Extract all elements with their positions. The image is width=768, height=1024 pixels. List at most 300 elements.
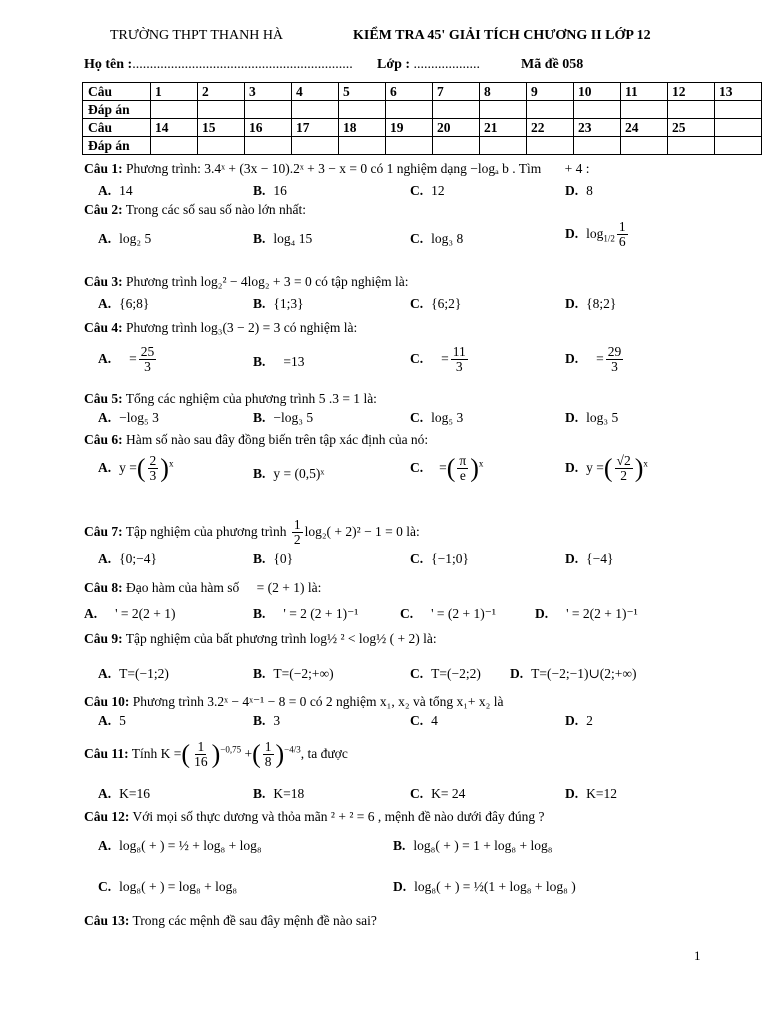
option-letter: C. xyxy=(410,786,424,801)
table-cell: 19 xyxy=(386,119,433,137)
option-letter: D. xyxy=(393,879,407,894)
option-d[interactable]: D. y =( $\frac{√2}{2}$ )$^x$ xyxy=(565,453,648,484)
question-text: có 1 nghiệm dạng xyxy=(370,161,467,176)
option-text: y = (0,5)ˣ xyxy=(273,466,325,481)
option-text: ' = 2 (2 + 1)⁻¹ xyxy=(283,606,359,621)
question-number: Câu 12: xyxy=(84,809,130,824)
table-row xyxy=(83,83,762,101)
option-d[interactable] xyxy=(565,786,617,802)
option-text: {0} xyxy=(273,551,294,566)
log-base: 1/2 xyxy=(603,233,615,244)
name-label: Họ tên : xyxy=(84,57,133,72)
option-text: ' = (2 + 1)⁻¹ xyxy=(431,606,496,621)
option-letter: A. xyxy=(98,551,112,566)
option-text: log₃ 5 xyxy=(586,410,619,425)
option-letter: D. xyxy=(565,786,579,801)
question-text: + 4 : xyxy=(564,161,590,176)
answer-cell[interactable] xyxy=(574,101,621,119)
option-c[interactable] xyxy=(410,666,481,682)
question-7 xyxy=(84,518,420,547)
option-text: ' = 2(2 + 1) xyxy=(115,606,176,621)
option-text: T=(−2;−1)∪(2;+∞) xyxy=(531,666,637,681)
question-expression: log½ ² < log½ ( + 2) xyxy=(309,631,420,646)
answer-cell[interactable] xyxy=(198,137,245,155)
numerator: √2 xyxy=(616,453,631,468)
option-text: log₈( + ) = ½ + log₈ + log₈ xyxy=(119,838,262,853)
option-letter: C. xyxy=(410,410,424,425)
denominator: 3 xyxy=(611,359,618,375)
option-letter: B. xyxy=(253,666,266,681)
option-a[interactable] xyxy=(98,713,126,729)
option-letter: A. xyxy=(98,666,112,681)
answer-cell[interactable] xyxy=(668,101,715,119)
question-text: Phương trình: xyxy=(126,161,201,176)
numerator: 25 xyxy=(140,344,155,359)
question-1 xyxy=(84,161,590,177)
option-d[interactable] xyxy=(565,551,613,567)
answer-cell[interactable] xyxy=(480,101,527,119)
option-text: {−4} xyxy=(586,551,614,566)
option-text: log₈( + ) = ½(1 + log₈ + log₈ ) xyxy=(414,879,576,894)
question-text: Tổng các nghiệm của phương trình xyxy=(125,391,316,406)
question-expression: log₂² − 4log₂ + 3 = 0 xyxy=(200,274,312,289)
denominator: 16 xyxy=(194,754,208,770)
option-a[interactable]: A. = $\frac{25}{3}$ xyxy=(98,344,155,375)
question-expression: 3.2ˣ − 4ˣ⁻¹ − 8 = 0 xyxy=(207,694,307,709)
question-text: Tính K = xyxy=(131,745,182,761)
option-text: 2 xyxy=(586,713,593,728)
option-letter: B. xyxy=(253,551,266,566)
denominator: 6 xyxy=(618,234,626,250)
name-dots: ............................................................... xyxy=(132,57,353,72)
question-expression: log₂( + 2)² − 1 = 0 xyxy=(304,523,403,539)
table-cell: 21 xyxy=(480,119,527,137)
denominator: 3 xyxy=(144,359,151,375)
answer-cell[interactable] xyxy=(245,101,292,119)
answer-cell[interactable] xyxy=(715,101,762,119)
numerator: 2 xyxy=(149,453,157,468)
question-6 xyxy=(84,432,428,448)
question-text: là: xyxy=(363,391,377,406)
question-text: Tập nghiệm của bất phương trình xyxy=(125,631,307,646)
row-label: Câu xyxy=(83,119,151,137)
exam-code: Mã đề 058 xyxy=(521,57,584,72)
answer-cell[interactable] xyxy=(480,137,527,155)
table-cell: 9 xyxy=(527,83,574,101)
option-b[interactable] xyxy=(253,231,312,247)
option-a[interactable] xyxy=(98,838,262,854)
option-text: log₈( + ) = log₈ + log₈ xyxy=(119,879,238,894)
denominator: 3 xyxy=(455,359,463,375)
answer-cell[interactable] xyxy=(151,101,198,119)
option-letter: A. xyxy=(98,786,112,801)
option-b[interactable] xyxy=(253,666,334,682)
option-letter: A. xyxy=(98,296,112,311)
option-d[interactable] xyxy=(565,713,593,729)
option-letter: B. xyxy=(253,466,266,481)
option-letter: A. xyxy=(98,231,112,246)
table-cell xyxy=(715,119,762,137)
option-text: K=12 xyxy=(586,786,617,801)
fraction xyxy=(606,345,624,374)
question-expression: 5 .3 = 1 xyxy=(318,391,361,406)
table-row xyxy=(83,101,762,119)
question-text: , ta được xyxy=(300,745,348,761)
option-c[interactable] xyxy=(410,713,438,729)
option-c[interactable] xyxy=(98,879,237,895)
table-cell: 15 xyxy=(198,119,245,137)
option-text: 16 xyxy=(273,183,287,198)
option-text: 8 xyxy=(586,183,593,198)
option-c[interactable] xyxy=(410,410,463,426)
option-letter: C. xyxy=(410,231,424,246)
table-cell: 18 xyxy=(339,119,386,137)
option-letter: A. xyxy=(84,606,98,621)
answer-cell[interactable] xyxy=(433,137,480,155)
question-9 xyxy=(84,631,437,647)
question-10 xyxy=(84,694,503,710)
answer-cell[interactable] xyxy=(339,137,386,155)
option-letter: C. xyxy=(410,713,424,728)
option-a[interactable] xyxy=(98,786,150,802)
option-d[interactable] xyxy=(565,296,616,312)
numerator: 11 xyxy=(452,344,466,359)
option-letter: B. xyxy=(253,713,266,728)
option-c[interactable] xyxy=(400,606,496,622)
fraction xyxy=(263,740,274,769)
option-text: {6;8} xyxy=(119,296,150,311)
answer-table xyxy=(82,82,762,155)
option-text: K=18 xyxy=(273,786,305,801)
option-letter: D. xyxy=(565,410,579,425)
option-letter: B. xyxy=(253,354,266,369)
option-letter: D. xyxy=(565,350,579,366)
question-11: Câu 11: Tính K =( $\frac{1}{16}$ )$^{-0,75}$ +( $\frac{1}{8}$ )$^{-4/3}$, ta được xyxy=(84,739,348,770)
option-d[interactable] xyxy=(565,183,593,199)
option-letter: D. xyxy=(565,183,579,198)
exponent: −4/3 xyxy=(284,744,301,755)
option-text: −log₃ 5 xyxy=(273,410,314,425)
class-dots: ................... xyxy=(413,57,481,72)
option-c[interactable]: C. =( $\frac{\pi}{e}$ )$^x$ xyxy=(410,453,484,484)
question-13 xyxy=(84,913,377,929)
question-text: −logₐ b . Tìm xyxy=(470,161,542,176)
denominator: 2 xyxy=(620,468,627,484)
question-number: Câu 1: xyxy=(84,161,123,176)
option-letter: D. xyxy=(565,713,579,728)
question-text: Phương trình xyxy=(126,274,198,289)
table-cell: 17 xyxy=(292,119,339,137)
option-letter: A. xyxy=(98,350,112,366)
question-number: Câu 10: xyxy=(84,694,130,709)
option-letter: D. xyxy=(510,666,524,681)
question-number: Câu 9: xyxy=(84,631,123,646)
option-a[interactable] xyxy=(98,296,149,312)
answer-cell[interactable] xyxy=(386,101,433,119)
option-letter: B. xyxy=(253,296,266,311)
option-b[interactable] xyxy=(253,296,304,312)
question-text: là: xyxy=(307,580,322,595)
option-letter: C. xyxy=(410,296,424,311)
denominator: 8 xyxy=(264,754,272,770)
table-cell: 22 xyxy=(527,119,574,137)
table-cell: 5 xyxy=(339,83,386,101)
denominator: e xyxy=(459,468,466,484)
question-12 xyxy=(84,809,545,825)
question-text: Trong các số sau số nào lớn nhất: xyxy=(125,202,307,217)
fraction xyxy=(148,454,159,483)
option-letter: D. xyxy=(535,606,549,621)
row-label: Câu xyxy=(83,83,151,101)
table-cell: 3 xyxy=(245,83,292,101)
option-a[interactable] xyxy=(98,231,151,247)
denominator: 3 xyxy=(149,468,157,484)
question-number: Câu 2: xyxy=(84,202,123,217)
question-text: có 2 nghiệm x₁, x₂ và tổng x₁+ x₂ là xyxy=(309,694,504,709)
option-a[interactable] xyxy=(98,410,159,426)
option-letter: C. xyxy=(410,459,424,475)
question-text: Hàm số nào sau đây đồng biến trên tập xác định của nó: xyxy=(126,432,429,447)
option-a[interactable] xyxy=(84,606,176,622)
option-text: log xyxy=(586,225,604,241)
option-text: log₄ 15 xyxy=(273,231,313,246)
answer-cell[interactable] xyxy=(292,101,339,119)
class-line xyxy=(377,57,480,73)
question-expression: = (2 + 1) xyxy=(256,580,305,595)
question-number: Câu 5: xyxy=(84,391,123,406)
table-row xyxy=(83,137,762,155)
question-text: Phương trình xyxy=(126,320,198,335)
numerator: 1 xyxy=(197,739,205,754)
option-c[interactable]: C. = $\frac{11}{3}$ xyxy=(410,344,466,375)
question-text: là: xyxy=(406,523,420,539)
question-number: Câu 8: xyxy=(84,580,123,595)
table-cell: 11 xyxy=(621,83,668,101)
table-cell: 10 xyxy=(574,83,621,101)
question-number: Câu 4: xyxy=(84,320,123,335)
option-text: log₅ 3 xyxy=(431,410,464,425)
option-letter: A. xyxy=(98,838,112,853)
table-cell: 2 xyxy=(198,83,245,101)
answer-cell[interactable] xyxy=(715,137,762,155)
option-d[interactable] xyxy=(565,410,618,426)
option-d[interactable] xyxy=(510,666,637,682)
question-8 xyxy=(84,580,321,596)
question-number: Câu 3: xyxy=(84,274,123,289)
question-number: Câu 11: xyxy=(84,745,129,761)
option-b[interactable] xyxy=(253,183,287,199)
option-b[interactable] xyxy=(253,551,293,567)
option-letter: B. xyxy=(253,786,266,801)
table-cell: 13 xyxy=(715,83,762,101)
option-letter: A. xyxy=(98,410,112,425)
fraction xyxy=(139,345,157,374)
option-letter: C. xyxy=(410,551,424,566)
option-a[interactable] xyxy=(98,551,157,567)
answer-cell[interactable] xyxy=(386,137,433,155)
answer-cell[interactable] xyxy=(245,137,292,155)
option-c[interactable] xyxy=(410,551,469,567)
name-line xyxy=(84,57,353,73)
question-number: Câu 13: xyxy=(84,913,130,928)
answer-cell[interactable] xyxy=(339,101,386,119)
numerator: 1 xyxy=(618,219,626,234)
student-info xyxy=(84,57,724,75)
option-b[interactable] xyxy=(253,410,313,426)
row-label: Đáp án xyxy=(83,101,151,119)
numerator: 1 xyxy=(264,739,272,754)
option-text: K=16 xyxy=(119,786,150,801)
question-number: Câu 6: xyxy=(84,432,123,447)
option-text: =13 xyxy=(283,354,305,369)
question-text: có tập nghiệm là: xyxy=(315,274,409,289)
table-cell: 20 xyxy=(433,119,480,137)
option-text: 4 xyxy=(431,713,438,728)
question-text: Với mọi số thực dương và thỏa mãn ² + ² = 6 , mệnh đề nào dưới đây đúng ? xyxy=(132,809,545,824)
option-a[interactable]: A. y =( $\frac{2}{3}$ )$^x$ xyxy=(98,453,174,484)
question-text: là: xyxy=(423,631,437,646)
option-text: {8;2} xyxy=(586,296,617,311)
option-text: 14 xyxy=(119,183,133,198)
option-letter: B. xyxy=(253,410,266,425)
option-text: 5 xyxy=(119,713,126,728)
option-d[interactable]: D. = $\frac{29}{3}$ xyxy=(565,344,622,375)
class-label: Lớp : xyxy=(377,57,411,72)
question-expression: 3.4ˣ + (3x − 10).2ˣ + 3 − x = 0 xyxy=(204,161,368,176)
option-letter: D. xyxy=(565,459,579,475)
question-expression: log₃(3 − 2) = 3 xyxy=(200,320,281,335)
option-text: log₃ 8 xyxy=(431,231,464,246)
option-b[interactable] xyxy=(253,786,304,802)
option-text: 3 xyxy=(273,713,281,728)
option-d[interactable] xyxy=(565,220,630,249)
question-2 xyxy=(84,202,306,218)
option-b[interactable] xyxy=(393,838,552,854)
answer-cell[interactable] xyxy=(292,137,339,155)
fraction xyxy=(457,454,468,483)
table-cell: 14 xyxy=(151,119,198,137)
table-cell: 4 xyxy=(292,83,339,101)
numerator: 29 xyxy=(607,344,622,359)
numerator: π xyxy=(459,453,467,468)
option-c[interactable] xyxy=(410,296,461,312)
option-text: {1;3} xyxy=(273,296,304,311)
question-3 xyxy=(84,274,409,290)
table-cell: 23 xyxy=(574,119,621,137)
option-letter: B. xyxy=(253,606,266,621)
option-text: ' = 2(2 + 1)⁻¹ xyxy=(566,606,638,621)
question-5 xyxy=(84,391,377,407)
table-cell: 25 xyxy=(668,119,715,137)
question-number: Câu 7: xyxy=(84,523,123,539)
answer-cell[interactable] xyxy=(198,101,245,119)
answer-cell[interactable] xyxy=(527,137,574,155)
fraction: $\frac{1}{2}$ xyxy=(293,517,301,548)
option-text: {−1;0} xyxy=(431,551,469,566)
option-letter: C. xyxy=(410,666,424,681)
table-cell: 8 xyxy=(480,83,527,101)
page-number: 1 xyxy=(694,948,701,963)
option-letter: C. xyxy=(400,606,414,621)
option-letter: B. xyxy=(253,183,266,198)
option-text: 12 xyxy=(431,183,445,198)
option-c[interactable] xyxy=(410,231,463,247)
option-b[interactable] xyxy=(253,606,358,622)
answer-cell[interactable] xyxy=(433,101,480,119)
option-a[interactable] xyxy=(98,666,169,682)
fraction xyxy=(192,740,210,769)
fraction xyxy=(451,345,468,374)
exam-title: KIỂM TRA 45' GIẢI TÍCH CHƯƠNG II LỚP 12 xyxy=(353,28,651,43)
fraction xyxy=(615,454,633,483)
question-text: Đạo hàm của hàm số xyxy=(126,580,240,595)
row-label: Đáp án xyxy=(83,137,151,155)
answer-cell[interactable] xyxy=(668,137,715,155)
option-text: {6;2} xyxy=(431,296,462,311)
option-text: T=(−2;+∞) xyxy=(273,666,334,681)
question-text: Phương trình xyxy=(132,694,204,709)
answer-cell[interactable] xyxy=(151,137,198,155)
option-letter: A. xyxy=(98,183,112,198)
option-c[interactable] xyxy=(410,786,465,802)
table-cell: 16 xyxy=(245,119,292,137)
question-text: có nghiệm là: xyxy=(283,320,358,335)
option-b[interactable] xyxy=(253,713,280,729)
option-text: K= 24 xyxy=(431,786,466,801)
header xyxy=(110,28,708,46)
option-letter: D. xyxy=(565,296,579,311)
table-cell: 7 xyxy=(433,83,480,101)
option-letter: A. xyxy=(98,459,112,475)
option-letter: A. xyxy=(98,713,112,728)
option-text: {0;−4} xyxy=(119,551,157,566)
answer-cell[interactable] xyxy=(574,137,621,155)
option-text: T=(−2;2) xyxy=(431,666,481,681)
option-text: log₂ 5 xyxy=(119,231,152,246)
option-letter: C. xyxy=(410,183,424,198)
question-text: Trong các mệnh đề sau đây mệnh đề nào sai? xyxy=(132,913,377,928)
table-cell: 1 xyxy=(151,83,198,101)
option-d[interactable] xyxy=(535,606,638,622)
question-4 xyxy=(84,320,357,336)
exponent: −0,75 xyxy=(220,744,242,755)
answer-cell[interactable] xyxy=(621,101,668,119)
answer-cell[interactable] xyxy=(527,101,574,119)
option-c[interactable] xyxy=(410,183,445,199)
fraction xyxy=(617,220,628,249)
option-letter: D. xyxy=(565,551,579,566)
answer-cell[interactable] xyxy=(621,137,668,155)
option-b[interactable] xyxy=(253,466,324,482)
table-cell: 6 xyxy=(386,83,433,101)
school-name: TRƯỜNG THPT THANH HÀ xyxy=(110,28,284,43)
option-b[interactable] xyxy=(253,354,305,370)
option-text: log₈( + ) = 1 + log₈ + log₈ xyxy=(413,838,553,853)
table-cell: 12 xyxy=(668,83,715,101)
option-letter: D. xyxy=(565,225,579,241)
table-row xyxy=(83,119,762,137)
option-a[interactable] xyxy=(98,183,133,199)
option-letter: C. xyxy=(98,879,112,894)
option-text: T=(−1;2) xyxy=(119,666,169,681)
option-letter: B. xyxy=(253,231,266,246)
option-text: −log₅ 3 xyxy=(119,410,159,425)
question-text: Tập nghiệm của phương trình xyxy=(125,523,287,539)
option-letter: C. xyxy=(410,350,424,366)
option-d[interactable] xyxy=(393,879,576,895)
option-letter: B. xyxy=(393,838,406,853)
table-cell: 24 xyxy=(621,119,668,137)
